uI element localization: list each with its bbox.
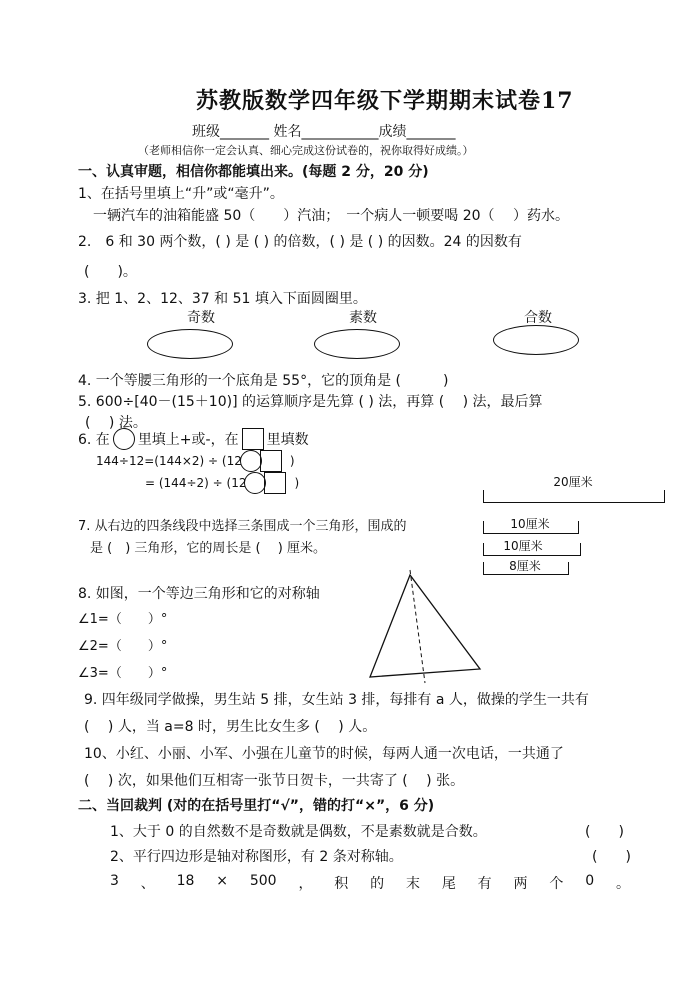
q5-line1: 5. 600÷[40－(15＋10)] 的运算顺序是先算 ( ) 法，再算 ( ) 法，最后算	[78, 394, 543, 410]
teacher-note: （老师相信你一定会认真、细心完成这份试卷的，祝你取得好成绩。）	[138, 144, 474, 157]
q6-eq1-right: )	[289, 454, 295, 468]
q6-stem-b: 里填上+或-，在	[137, 432, 239, 448]
tf3-token: 个	[549, 876, 564, 892]
q3-stem: 3. 把 1、2、12、37 和 51 填入下面圆圈里。	[78, 291, 367, 307]
q7-line1: 7. 从右边的四条线段中选择三条围成一个三角形，围成的	[78, 519, 407, 534]
equilateral-triangle-figure	[360, 565, 490, 685]
tf3-token: 0	[585, 873, 595, 889]
tf3-token: 有	[477, 876, 492, 892]
tf3-token: ×	[216, 873, 229, 889]
tf-item-1-bracket[interactable]: ( )	[585, 824, 624, 840]
q6-eq2-number-box[interactable]	[264, 472, 286, 494]
q8-angle-1: ∠1=（ ）°	[78, 612, 168, 627]
q6-eq1-number-box[interactable]	[260, 450, 282, 472]
q3-label-odd: 奇数	[187, 310, 215, 326]
tf-item-2-bracket[interactable]: ( )	[592, 849, 631, 865]
q3-label-prime: 素数	[349, 310, 377, 326]
q6-eq1-left: 144÷12=(144×2) ÷ (12	[96, 454, 242, 468]
q3-label-composite: 合数	[524, 310, 552, 326]
q6-sign-circle-example	[113, 428, 135, 450]
segment-8cm	[483, 562, 569, 575]
q6-eq1-sign-circle[interactable]	[240, 450, 262, 472]
q6-equation-2	[145, 472, 299, 494]
tf3-token: 积	[334, 876, 349, 892]
q4-line: 4. 一个等腰三角形的一个底角是 55°，它的顶角是 ( )	[78, 373, 449, 389]
page-title: 苏教版数学四年级下学期期末试卷17	[196, 88, 574, 114]
section1-heading: 一、认真审题，相信你都能填出来。(每题 2 分，20 分)	[78, 164, 429, 180]
tf3-token: 两	[513, 876, 528, 892]
q5-line2: ( ) 法。	[85, 415, 147, 431]
q6-eq2-sign-circle[interactable]	[244, 472, 266, 494]
q6-stem-a: 6. 在	[78, 432, 110, 448]
q9-line1: 9. 四年级同学做操，男生站 5 排，女生站 3 排，每排有 a 人，做操的学生一共有	[84, 692, 589, 708]
tf-item-1-text: 1、大于 0 的自然数不是奇数就是偶数，不是素数就是合数。	[110, 824, 487, 840]
q1-line: 一辆汽车的油箱能盛 50（ ）汽油； 一个病人一顿要喝 20（ ）药水。	[93, 208, 569, 224]
segment-10cm-a-label: 10厘米	[510, 517, 550, 531]
q8-angle-2: ∠2=（ ）°	[78, 639, 168, 654]
q7-line2: 是 ( ) 三角形，它的周长是 ( ) 厘米。	[90, 541, 326, 556]
composite-number-ellipse[interactable]	[493, 325, 579, 355]
odd-number-ellipse[interactable]	[147, 329, 233, 359]
segment-20cm-label: 20厘米	[553, 475, 593, 489]
triangle-shape	[370, 575, 480, 677]
segment-8cm-label: 8厘米	[509, 559, 541, 573]
tf3-token: 的	[370, 876, 385, 892]
tf3-token: 。	[615, 876, 630, 892]
q8-angle-3: ∠3=（ ）°	[78, 666, 168, 681]
q2-line1: 2. 6 和 30 两个数，( ) 是 ( ) 的倍数，( ) 是 ( ) 的因数。24 的因数有	[78, 234, 522, 250]
q6-eq2-left: = (144÷2) ÷ (12	[145, 476, 247, 490]
segment-10cm-a	[483, 521, 579, 534]
q6-eq2-right: )	[294, 476, 300, 490]
student-info-line: 班级_______ 姓名___________成绩_______	[192, 124, 456, 140]
q6-number-box-example	[242, 428, 264, 450]
symmetry-axis-line	[410, 570, 425, 683]
tf3-token: 末	[405, 876, 420, 892]
tf3-token: ，	[298, 876, 313, 892]
tf3-token: 3	[110, 873, 119, 889]
q8-stem: 8. 如图，一个等边三角形和它的对称轴	[78, 586, 320, 602]
q10-line1: 10、小红、小丽、小军、小强在儿童节的时候，每两人通一次电话，一共通了	[84, 746, 564, 762]
q1-stem: 1、在括号里填上“升”或“毫升”。	[78, 186, 284, 202]
section2-heading: 二、当回裁判 (对的在括号里打“√”，错的打“×”，6 分)	[78, 798, 435, 814]
segment-10cm-b-label: 10厘米	[503, 539, 543, 553]
q6-stem-c: 里填数	[266, 432, 309, 448]
tf3-token: 、	[140, 876, 155, 892]
q2-line2: ( )。	[84, 264, 137, 280]
q10-line2: ( ) 次，如果他们互相寄一张节日贺卡，一共寄了 ( ) 张。	[84, 773, 465, 789]
segment-20cm	[483, 490, 665, 503]
q6-stem	[78, 428, 309, 450]
tf3-token: 500	[249, 873, 277, 889]
tf3-token: 18	[176, 873, 195, 889]
tf3-token: 尾	[441, 876, 456, 892]
q6-equation-1	[96, 450, 295, 472]
segment-10cm-b	[483, 543, 581, 556]
tf-item-3-line	[110, 873, 630, 893]
prime-number-ellipse[interactable]	[314, 329, 400, 359]
tf-item-2-text: 2、平行四边形是轴对称图形，有 2 条对称轴。	[110, 849, 403, 865]
q9-line2: ( ) 人，当 a=8 时，男生比女生多 ( ) 人。	[84, 719, 377, 735]
